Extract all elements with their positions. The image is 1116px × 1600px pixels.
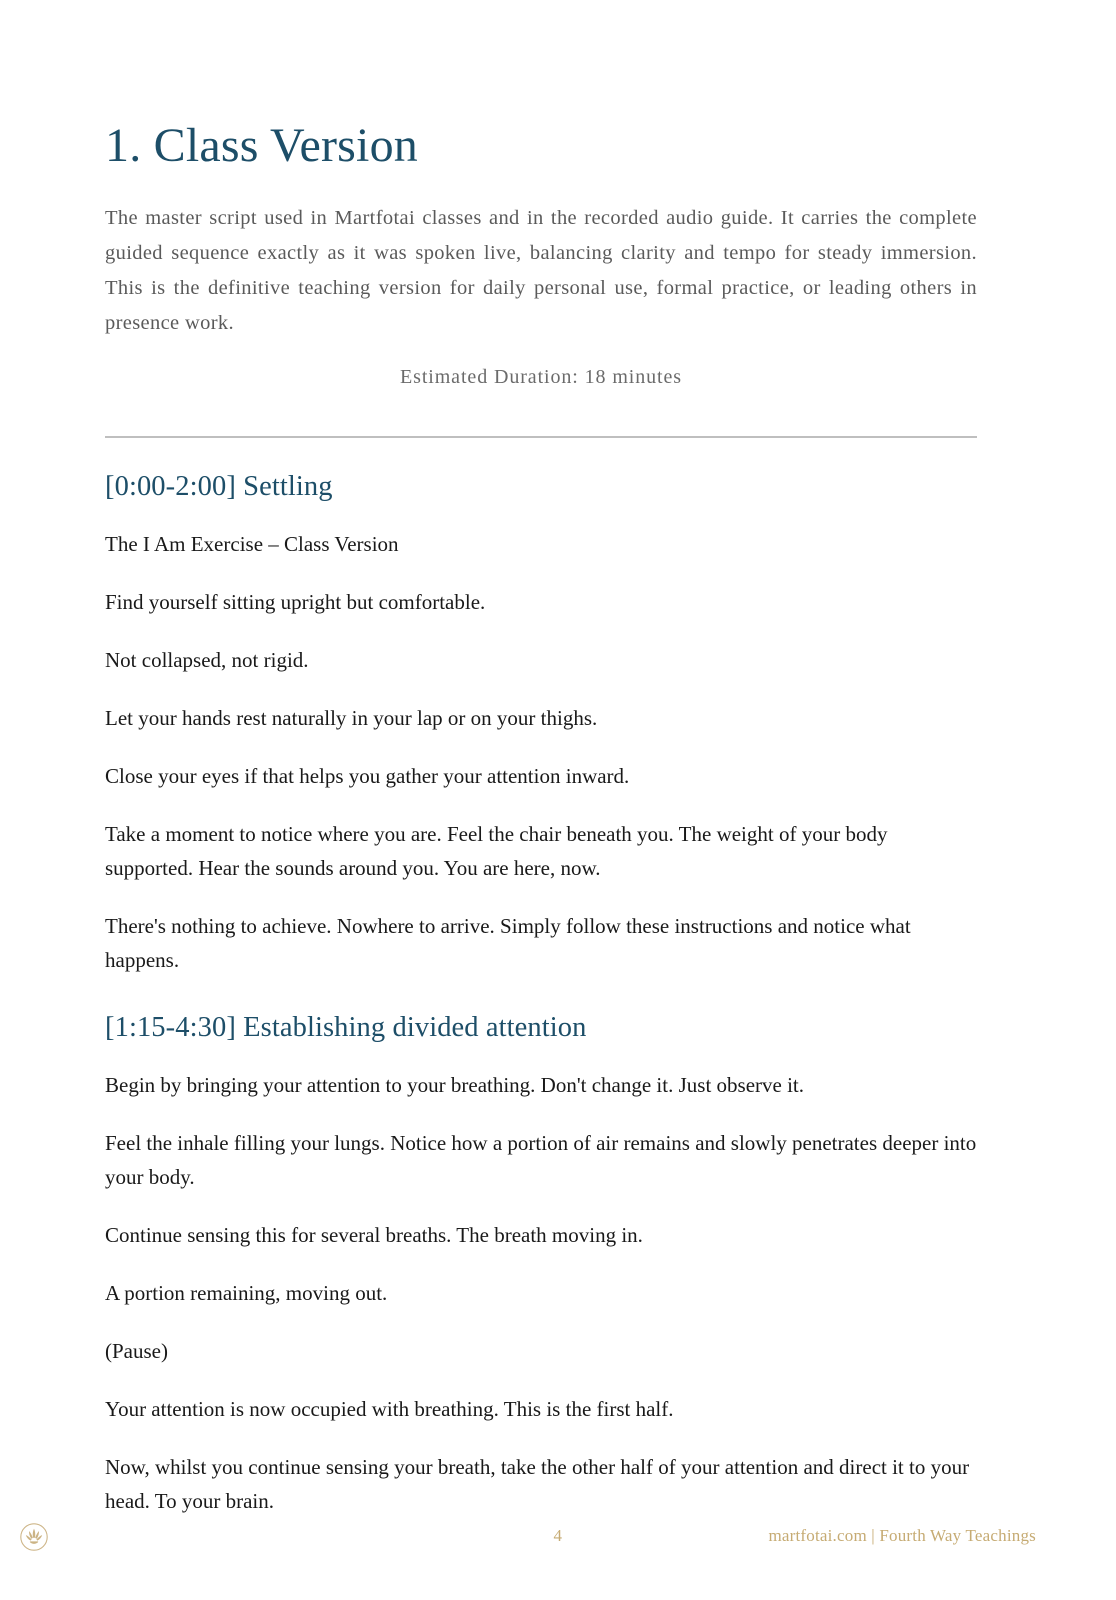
paragraph: The I Am Exercise – Class Version (105, 531, 399, 556)
paragraph: (Pause) (105, 1338, 168, 1363)
page-title: 1. Class Version (105, 119, 418, 172)
section-settling (105, 468, 977, 977)
intro-paragraph: The master script used in Martfotai classes and in the recorded audio guide. It carries the complete guided sequence exactly as it was spoken live, balancing clarity and tempo for steady immersion. This is the definitive teaching version for daily personal use, formal practice, or leading others in presence work. (105, 206, 977, 335)
paragraph: A portion remaining, moving out. (105, 1280, 388, 1305)
paragraph: Find yourself sitting upright but comfortable. (105, 589, 486, 614)
page-number: 4 (553, 1526, 563, 1545)
section-divided-attention (105, 1009, 977, 1518)
paragraph: Close your eyes if that helps you gather your attention inward. (105, 763, 630, 788)
document-content (105, 0, 977, 1518)
section-body (105, 527, 977, 977)
paragraph: Begin by bringing your attention to your breathing. Don't change it. Just observe it. (105, 1072, 804, 1097)
footer-brand: martfotai.com | Fourth Way Teachings (768, 1526, 1036, 1545)
estimated-duration: Estimated Duration: 18 minutes (400, 365, 682, 388)
paragraph: Take a moment to notice where you are. Feel the chair beneath you. The weight of your body supported. Hear the sounds around you. You are here, now. (105, 821, 888, 880)
paragraph: Now, whilst you continue sensing your breath, take the other half of your attention and direct it to your head. To your brain. (105, 1454, 970, 1513)
section-body (105, 1068, 977, 1518)
paragraph: Let your hands rest naturally in your lap or on your thighs. (105, 705, 598, 730)
paragraph: Not collapsed, not rigid. (105, 647, 309, 672)
paragraph: Feel the inhale filling your lungs. Notice how a portion of air remains and slowly penetrates deeper into your body. (105, 1130, 977, 1189)
section-heading: [1:15-4:30] Establishing divided attention (105, 1011, 587, 1043)
paragraph: There's nothing to achieve. Nowhere to arrive. Simply follow these instructions and notice what happens. (105, 913, 911, 972)
page-footer (0, 1520, 1116, 1554)
paragraph: Your attention is now occupied with breathing. This is the first half. (105, 1396, 674, 1421)
section-divider (105, 436, 977, 438)
section-heading: [0:00-2:00] Settling (105, 470, 333, 502)
paragraph: Continue sensing this for several breaths. The breath moving in. (105, 1222, 643, 1247)
